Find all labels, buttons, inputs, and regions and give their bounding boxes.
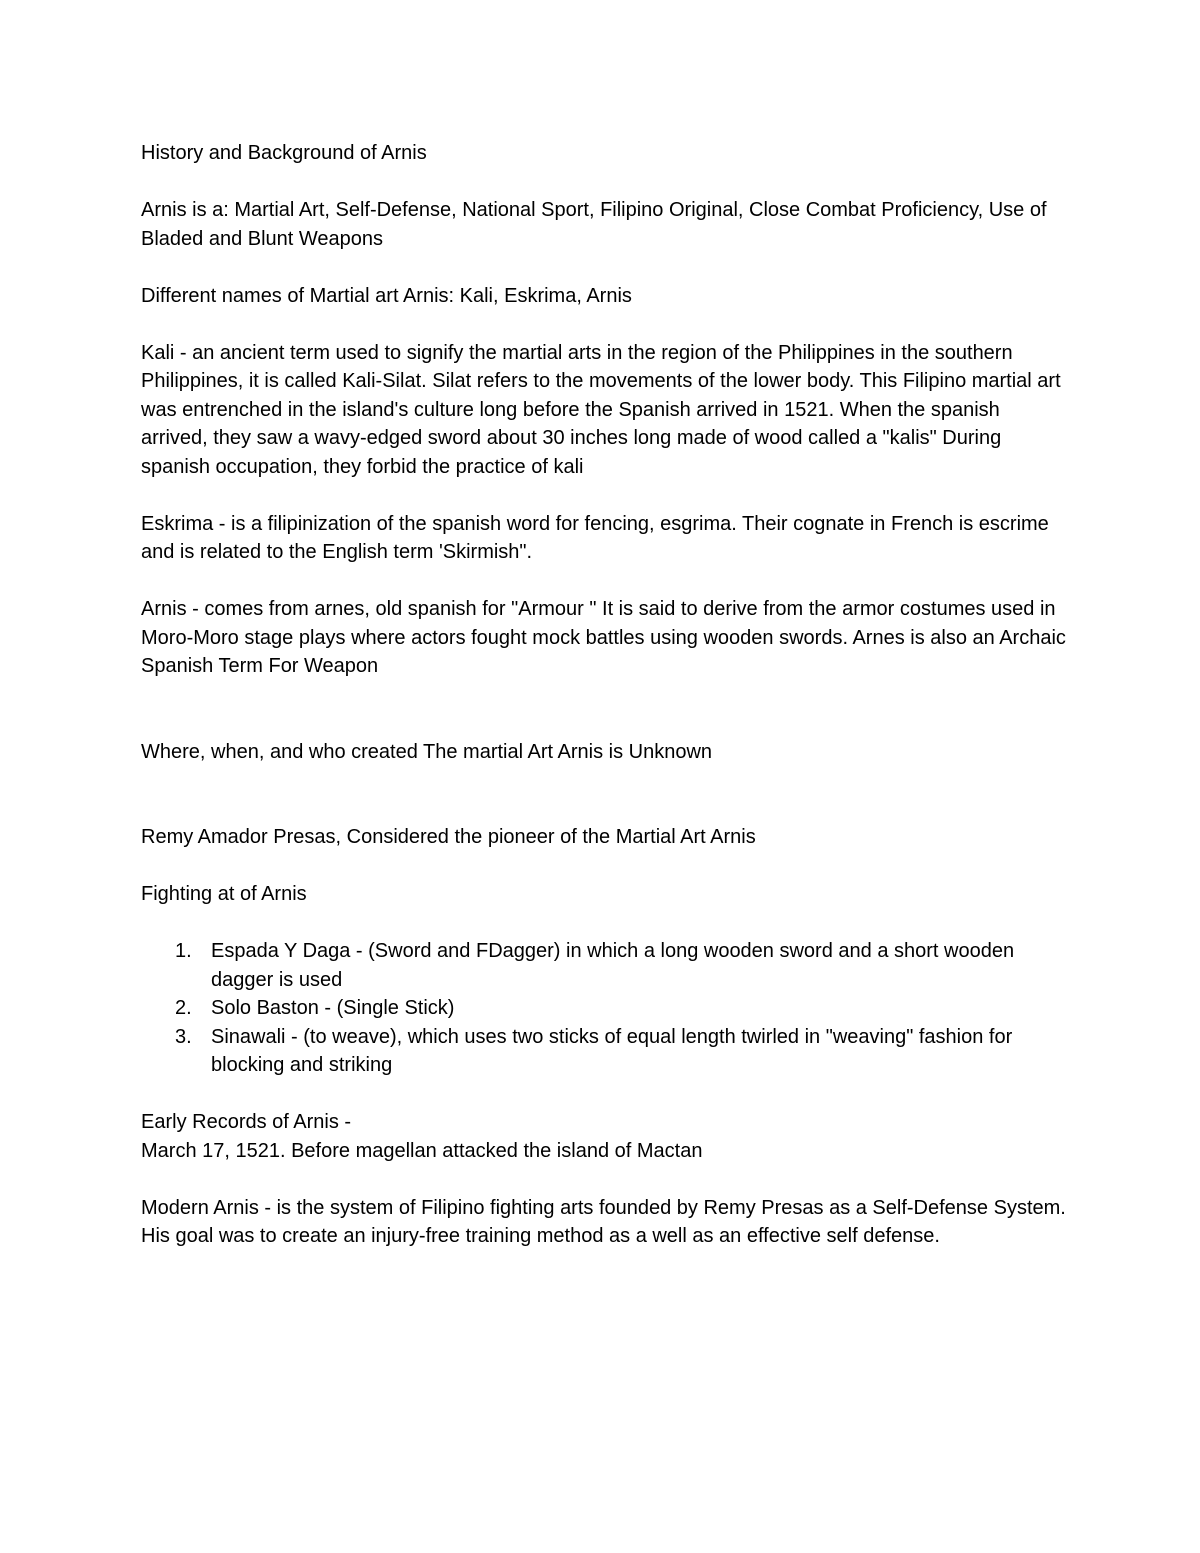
fighting-list <box>141 937 1066 1080</box>
modern-arnis-paragraph: Modern Arnis - is the system of Filipino fighting arts founded by Remy Presas as a Self-Defense System. His goal was to create an injury-free training method as a well as an effective self defense. <box>141 1196 1066 1247</box>
fighting-heading: Fighting at of Arnis <box>141 883 307 905</box>
document-title: History and Background of Arnis <box>141 142 427 164</box>
list-item-text: Espada Y Daga - (Sword and FDagger) in which a long wooden sword and a short wooden dagger is used <box>211 940 1015 991</box>
early-records-heading: Early Records of Arnis - <box>141 1111 352 1133</box>
list-item-number: 2. <box>175 997 192 1019</box>
names-paragraph: Different names of Martial art Arnis: Kali, Eskrima, Arnis <box>141 284 632 307</box>
list-item <box>141 1023 1066 1080</box>
list-item-text: Sinawali - (to weave), which uses two sticks of equal length twirled in "weaving" fashion for blocking and striking <box>211 1025 1013 1076</box>
pioneer-paragraph: Remy Amador Presas, Considered the pioneer of the Martial Art Arnis <box>141 826 756 848</box>
eskrima-paragraph: Eskrima - is a filipinization of the spanish word for fencing, esgrima. Their cognate in French is escrime and is related to the English term 'Skirmish". <box>141 512 1049 563</box>
intro-paragraph: Arnis is a: Martial Art, Self-Defense, National Sport, Filipino Original, Close Combat Proficiency, Use of Bladed and Blunt Weapons <box>141 199 1047 250</box>
list-item-text: Solo Baston - (Single Stick) <box>211 997 455 1019</box>
list-item <box>141 937 1066 994</box>
list-item-number: 3. <box>175 1025 192 1048</box>
list-item-number: 1. <box>175 940 192 962</box>
document-page <box>141 139 1066 1279</box>
list-item <box>141 994 1066 1023</box>
kali-paragraph: Kali - an ancient term used to signify the martial arts in the region of the Philippines in the southern Philippines, it is called Kali-Silat. Silat refers to the movements of the lower body. This Filipino martial art was entrenched in the island's culture long before the Spanish arrived in 1521. When the spanish arrived, they saw a wavy-edged sword about 30 inches long made of wood called a "kalis" During spanish occupation, they forbid the practice of kali <box>141 341 1061 478</box>
unknown-origin-paragraph: Where, when, and who created The martial Art Arnis is Unknown <box>141 740 713 763</box>
early-records-text: March 17, 1521. Before magellan attacked the island of Mactan <box>141 1139 703 1162</box>
arnis-paragraph: Arnis - comes from arnes, old spanish for "Armour " It is said to derive from the armor costumes used in Moro-Moro stage plays where actors fought mock battles using wooden swords. Arnes is also an Archaic Spanish Term For Weapon <box>141 598 1066 677</box>
